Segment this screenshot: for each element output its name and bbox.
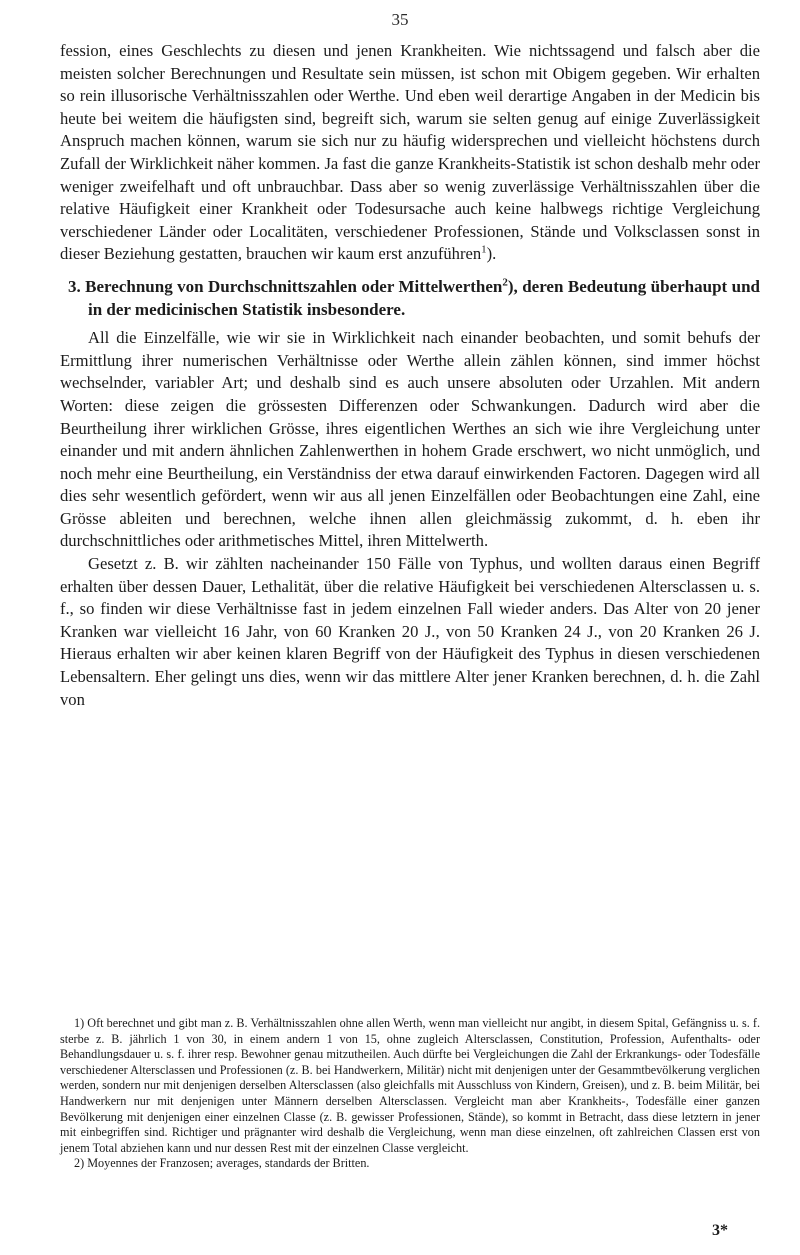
main-text [60,40,760,711]
footnote-ref-2: 2 [502,276,508,289]
paragraph-1 [60,40,760,266]
paragraph-3: Gesetzt z. B. wir zählten nacheinander 150 Fälle von Typhus, und wollten daraus einen Begriff erhalten über dessen Dauer, Lethalität, über die relative Häufigkeit bei verschiedenen Altersclassen u. s. f., so finden wir diese Verhältnisse fast in jedem einzelnen Fall wieder anders. Das Alter von 20 jener Kranken war vielleicht 16 Jahr, von 60 Kranken 20 J., von 50 Kranken 24 J., von 20 Kranken 26 J. Hieraus erhalten wir aber keinen klaren Begriff von der Häufigkeit des Typhus in diesen verschiedenen Lebensaltern. Eher gelingt uns dies, wenn wir das mittlere Alter jener Kranken berechnen, d. h. die Zahl von [60,554,760,709]
printer-signature: 3* [712,1222,728,1239]
paragraph-2: All die Einzelfälle, wie wir sie in Wirklichkeit nach einander beobachten, und somit behufs der Ermittlung ihrer numerischen Verhältnisse oder Werthe allein zählen können, sind immer höchst wechselnder, variabler Art; und deshalb sind es auch unsere absoluten oder Urzahlen. Mit andern Worten: diese zeigen die grössesten Differenzen oder Schwankungen. Dadurch wird aber die Beurtheilung ihrer wirklichen Grösse, ihres eigentlichen Werthes an sich wie ihre Vergleichung unter einander und mit andern ähnlichen Zahlenwerthen in hohem Grade erschwert, wo nicht unmöglich, und noch mehr eine Beurtheilung, ein Verständniss der etwa darauf einwirkenden Factoren. Dagegen wird all dies sehr wesentlich gefördert, wenn wir aus all jenen Einzelfällen oder Beobachtungen eine Zahl, eine Grösse ableiten und berechnen, welche ihnen allen gleichmässig zukommt, d. h. eben ihr durchschnittliches oder arithmetisches Mittel, ihren Mittelwerth. [60,328,760,551]
footnote-1-text: Oft berechnet und gibt man z. B. Verhältnisszahlen ohne allen Werth, wenn man vielleicht nur angibt, in diesem Spital, Gefängniss u. s. f. sterbe z. B. jährlich 1 von 30, in einem andern 1 von 15, ohne zugleich Altersclassen, Constitution, Profession, Aufenthalts- oder Behandlungsdauer u. s. f. ihrer resp. Bewohner genau mitzutheilen. Auch dürfte bei Vergleichungen die Zahl der Erkrankungs- oder Todesfälle verschiedener Altersclassen und Professionen (z. B. bei Handwerkern, Militär) nicht mit denjenigen unter der Gesammtbevölkerung verglichen werden, sondern nur mit denjenigen derselben Altersclassen (also gleichfalls mit Ausschluss von Kindern, Greisen), und z. B. beim Militär, bei Handwerkern nur mit denjenigen unter Männern derselben Altersclassen. Vergleicht man aber Krankheits-, Todesfälle einer ganzen Bevölkerung mit denjenigen einer einzelnen Classe (z. B. gewisser Professionen, Stände), so kommt in Betracht, dass diese letztern in jener mit einbegriffen sind. Richtiger und prägnanter wird deshalb die Vergleichung, wenn man diese einzelnen, oft zahlreichen Classen erst von jenem Total abziehen kann und nur dessen Rest mit der einzelnen Classe vergleicht. [60,1016,761,1155]
footnotes [60,1016,760,1172]
section-title: Berechnung von Durchschnittszahlen oder Mittelwerthen [85,276,503,296]
footnote-2-mark: 2) [74,1156,85,1171]
page-number: 35 [391,10,409,29]
paragraph-1-end: ). [486,244,497,264]
section-number: 3. [68,276,81,296]
footnote-2-text: Moyennes der Franzosen; averages, standards der Britten. [87,1156,370,1171]
footnote-1-mark: 1) [74,1016,85,1030]
section-heading [60,276,760,321]
footnote-1 [60,1016,760,1156]
paragraph-1-text: fession, eines Geschlechts zu diesen und jenen Krankheiten. Wie nichtssagend und falsch aber die meisten solcher Berechnungen und Resultate sein müssen, ist schon mit Obigem gegeben. Wir erhalten so rein illusorische Verhältnisszahlen oder Werthe. Und eben weil derartige Angaben in der Medicin bis heute bei weitem die häufigsten sind, begreift sich, warum sie selten genug auf einige Zuverlässigkeit Anspruch machen können, warum sie sich nur zu häufig widersprechen und vielleicht höchstens durch Zufall der Wirklichkeit näher kommen. Ja fast die ganze Krankheits-Statistik ist schon deshalb mehr oder weniger zweifelhaft und oft unbrauchbar. Dass aber so wenig zuverlässige Verhältnisszahlen über die relative Häufigkeit einer Krankheit oder Todesursache auch keine halbwegs richtige Vergleichung verschiedener Länder oder Localitäten, verschiedener Professionen, Stände und Volksclassen sonst in dieser Beziehung gestatten, brauchen wir kaum erst anzuführen [60,41,760,264]
footnote-2 [60,1156,760,1172]
footnote-ref-1: 1 [481,243,487,256]
section-title-rest: ), deren Bedeutung überhaupt und in der medicinischen Statistik insbesondere. [88,276,760,319]
